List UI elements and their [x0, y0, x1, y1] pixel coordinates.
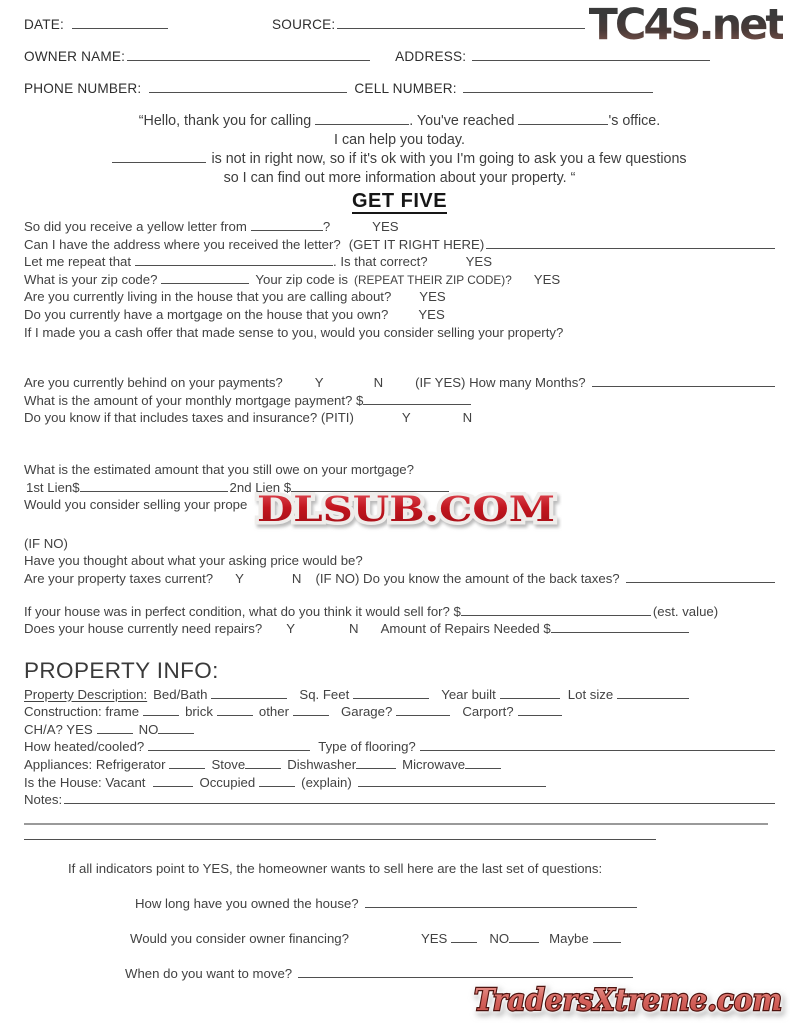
other-blank [293, 704, 329, 716]
property-line-1 [24, 686, 775, 704]
blank-line [486, 236, 775, 248]
section-heading-property-info: PROPERTY INFO: [24, 657, 219, 683]
final-line-1 [135, 895, 775, 913]
dishwasher-blank [356, 757, 396, 769]
question-text: Let me repeat that [24, 254, 132, 270]
property-line-5 [24, 756, 775, 774]
source-blank [337, 16, 585, 29]
ifno-label: (IF NO) [24, 535, 68, 551]
greeting-text: . You've reached [409, 113, 515, 130]
field-label: Type of flooring? [318, 739, 416, 755]
owner-name-label: OWNER NAME: [24, 48, 126, 64]
field-label: brick [185, 704, 213, 720]
field-label: CH/A? YES [24, 721, 93, 737]
blank-line [592, 375, 775, 387]
payments-line-1 [24, 374, 775, 392]
garage-blank [396, 704, 450, 716]
tc4s-logo: TC4S.net [588, 0, 783, 50]
script-line-4 [24, 271, 775, 289]
blank-line [251, 219, 323, 231]
greeting-line-3 [24, 150, 775, 169]
script-line-5 [24, 288, 775, 306]
no-option: NO [489, 931, 510, 947]
field-label: Construction: frame [24, 704, 140, 720]
payments-line-3 [24, 409, 775, 427]
question-text: (GET IT RIGHT HERE) [348, 236, 485, 252]
explain-blank [358, 774, 546, 786]
year-built-blank [500, 686, 560, 698]
notes-blank-1 [64, 792, 775, 804]
cell-label: CELL NUMBER: [354, 80, 457, 96]
cha-no-blank [158, 722, 194, 734]
final-intro-text: If all indicators point to YES, the homeowner wants to sell here are the last set of questions: [68, 860, 603, 876]
y-option: Y [235, 570, 244, 586]
field-label: Carport? [462, 704, 514, 720]
carport-blank [518, 704, 562, 716]
payments-line-2 [24, 392, 775, 410]
field-label: Garage? [340, 704, 393, 720]
notes-label: Notes: [24, 792, 63, 808]
tradersxtreme-watermark [466, 977, 790, 1023]
question-text: Have you thought about what your asking price would be? [24, 553, 363, 569]
page-title: GET FIVE [351, 190, 448, 212]
tradersxtreme-watermark-text: TradersXtreme.com [474, 983, 782, 1018]
final-line-2 [130, 930, 775, 948]
greeting-text: “Hello, thank you for calling [138, 113, 312, 130]
yes-option: YES [465, 254, 492, 270]
n-option: N [462, 410, 473, 426]
title-wrap [24, 190, 775, 214]
y-option: Y [286, 621, 296, 637]
greeting-text: so I can find out more information about your property. “ [223, 170, 576, 186]
move-date-blank [298, 965, 633, 977]
n-option: N [373, 375, 384, 391]
field-label: Dishwasher [287, 757, 357, 773]
blank-line [461, 603, 651, 615]
maybe-option: Maybe [549, 931, 589, 947]
ifno-line-1 [24, 552, 775, 570]
blank-line [551, 621, 689, 633]
dlsub-watermark [250, 483, 562, 533]
ifno-line-2 [24, 570, 775, 588]
question-text: Can I have the address where you received the letter? [24, 236, 341, 252]
greeting-text: I can help you today. [334, 132, 465, 148]
greeting-line-2 [24, 131, 775, 150]
maybe-blank [593, 931, 621, 943]
script-line-2 [24, 236, 775, 254]
lot-size-blank [617, 686, 689, 698]
phone-label: PHONE NUMBER: [24, 80, 142, 96]
yes-option: YES [533, 271, 561, 287]
question-text: Do you currently have a mortgage on the house that you own? [24, 306, 389, 322]
blank-line [363, 393, 471, 405]
question-text: Are you currently living in the house that you are calling about? [24, 289, 392, 305]
question-text: 2nd Lien $ [229, 479, 292, 495]
date-label: DATE: [24, 16, 65, 32]
field-label: Microwave [402, 757, 466, 773]
greeting-line-1 [24, 112, 775, 131]
script-line-3 [24, 253, 775, 271]
cha-yes-blank [97, 722, 133, 734]
blank-line [518, 112, 608, 125]
date-blank [72, 16, 168, 29]
n-option: N [291, 570, 302, 586]
field-label: other [258, 704, 289, 720]
script-line-7 [24, 324, 775, 342]
property-description-label: Property Description: [24, 686, 148, 702]
greeting-line-4 [24, 169, 775, 188]
brick-blank [217, 704, 253, 716]
question-text: . Is that correct? [333, 254, 428, 270]
owner-name-blank [127, 48, 370, 61]
header-row-owner-address [24, 48, 775, 66]
question-text: Would you consider owner financing? [130, 931, 349, 947]
frame-blank [143, 704, 179, 716]
greeting-text: 's office. [608, 113, 661, 130]
yes-option: YES [372, 219, 399, 234]
refrigerator-blank [169, 757, 205, 769]
field-label: Year built [441, 686, 496, 702]
field-label: Is the House: Vacant [24, 774, 146, 790]
flooring-blank [420, 739, 775, 751]
y-option: Y [314, 375, 324, 391]
header-row-phone-cell [24, 80, 775, 98]
property-line-3 [24, 721, 775, 739]
yes-option: YES [420, 931, 448, 947]
question-text: If I made you a cash offer that made sense to you, would you consider selling your property? [24, 324, 564, 340]
dlsub-watermark-text: DLSUB.COM [257, 489, 555, 530]
notes-rule-dark [24, 839, 656, 840]
blank-line [161, 272, 249, 284]
n-option: N [349, 621, 359, 637]
script-line-6 [24, 306, 775, 324]
cell-blank [463, 80, 653, 93]
microwave-blank [465, 757, 501, 769]
yes-blank [451, 931, 477, 943]
field-label: Appliances: Refrigerator [24, 757, 166, 773]
question-text: So did you receive a yellow letter from [24, 219, 247, 234]
blank-line [626, 571, 775, 583]
greeting-text: is not in right now, so if it's ok with you I'm going to ask you a few questions [211, 151, 687, 168]
yes-option: YES [419, 289, 446, 305]
occupied-blank [259, 774, 295, 786]
question-text: Do you know if that includes taxes and insurance? (PITI) [24, 410, 354, 426]
question-text: Does your house currently need repairs? [24, 621, 263, 637]
blank-line [315, 112, 409, 125]
script-line-1 [24, 218, 775, 236]
question-text: How long have you owned the house? [135, 896, 359, 912]
y-option: Y [401, 410, 411, 426]
stove-blank [245, 757, 281, 769]
yes-option: YES [418, 306, 445, 322]
question-text: Would you consider selling your prope [24, 497, 248, 513]
field-label: Stove [211, 757, 246, 773]
address-label: ADDRESS: [395, 48, 467, 64]
question-text: What is your zip code? [24, 271, 158, 287]
first-lien-blank [80, 479, 228, 491]
question-text: (est. value) [652, 603, 719, 619]
field-label: Bed/Bath [153, 686, 208, 702]
question-text: What is the estimated amount that you still owe on your mortgage? [24, 461, 414, 477]
question-text: (IF YES) How many Months? [415, 375, 586, 391]
question-text: Are you currently behind on your payments? [24, 375, 283, 391]
heated-cooled-blank [148, 739, 310, 751]
phone-blank [149, 80, 347, 93]
value-line-2 [24, 620, 775, 638]
final-intro-line [68, 860, 775, 878]
question-text: What is the amount of your monthly mortgage payment? $ [24, 392, 364, 408]
question-text: 1st Lien$ [26, 479, 80, 495]
source-label: SOURCE: [272, 16, 336, 32]
ifno-label-line [24, 535, 775, 553]
question-text: (IF NO) Do you know the amount of the back taxes? [315, 570, 620, 586]
question-text: Are your property taxes current? [24, 570, 214, 586]
question-text: If your house was in perfect condition, what do you think it would sell for? $ [24, 603, 461, 619]
question-text: ? [322, 219, 331, 234]
owned-how-long-blank [365, 896, 637, 908]
field-label: (explain) [301, 774, 352, 790]
field-label: Sq. Feet [299, 686, 350, 702]
field-label: Occupied [199, 774, 256, 790]
question-text: When do you want to move? [125, 965, 293, 981]
field-label: How heated/cooled? [24, 739, 145, 755]
notes-rule-gray [24, 823, 768, 825]
field-label: NO [138, 721, 159, 737]
property-line-2 [24, 703, 775, 721]
blank-line [135, 254, 333, 266]
no-blank [509, 931, 539, 943]
owe-line-1 [24, 461, 775, 479]
blank-line [112, 150, 206, 163]
property-line-6 [24, 774, 775, 792]
property-line-4 [24, 738, 775, 756]
question-text: Amount of Repairs Needed $ [380, 621, 551, 637]
question-text: Your zip code is [255, 271, 349, 287]
field-label: Lot size [567, 686, 614, 702]
sq-feet-blank [353, 686, 429, 698]
question-text: (REPEAT THEIR ZIP CODE)? [354, 272, 512, 287]
bed-bath-blank [211, 686, 287, 698]
notes-line [24, 791, 775, 809]
value-line-1 [24, 603, 775, 621]
vacant-blank [153, 774, 193, 786]
